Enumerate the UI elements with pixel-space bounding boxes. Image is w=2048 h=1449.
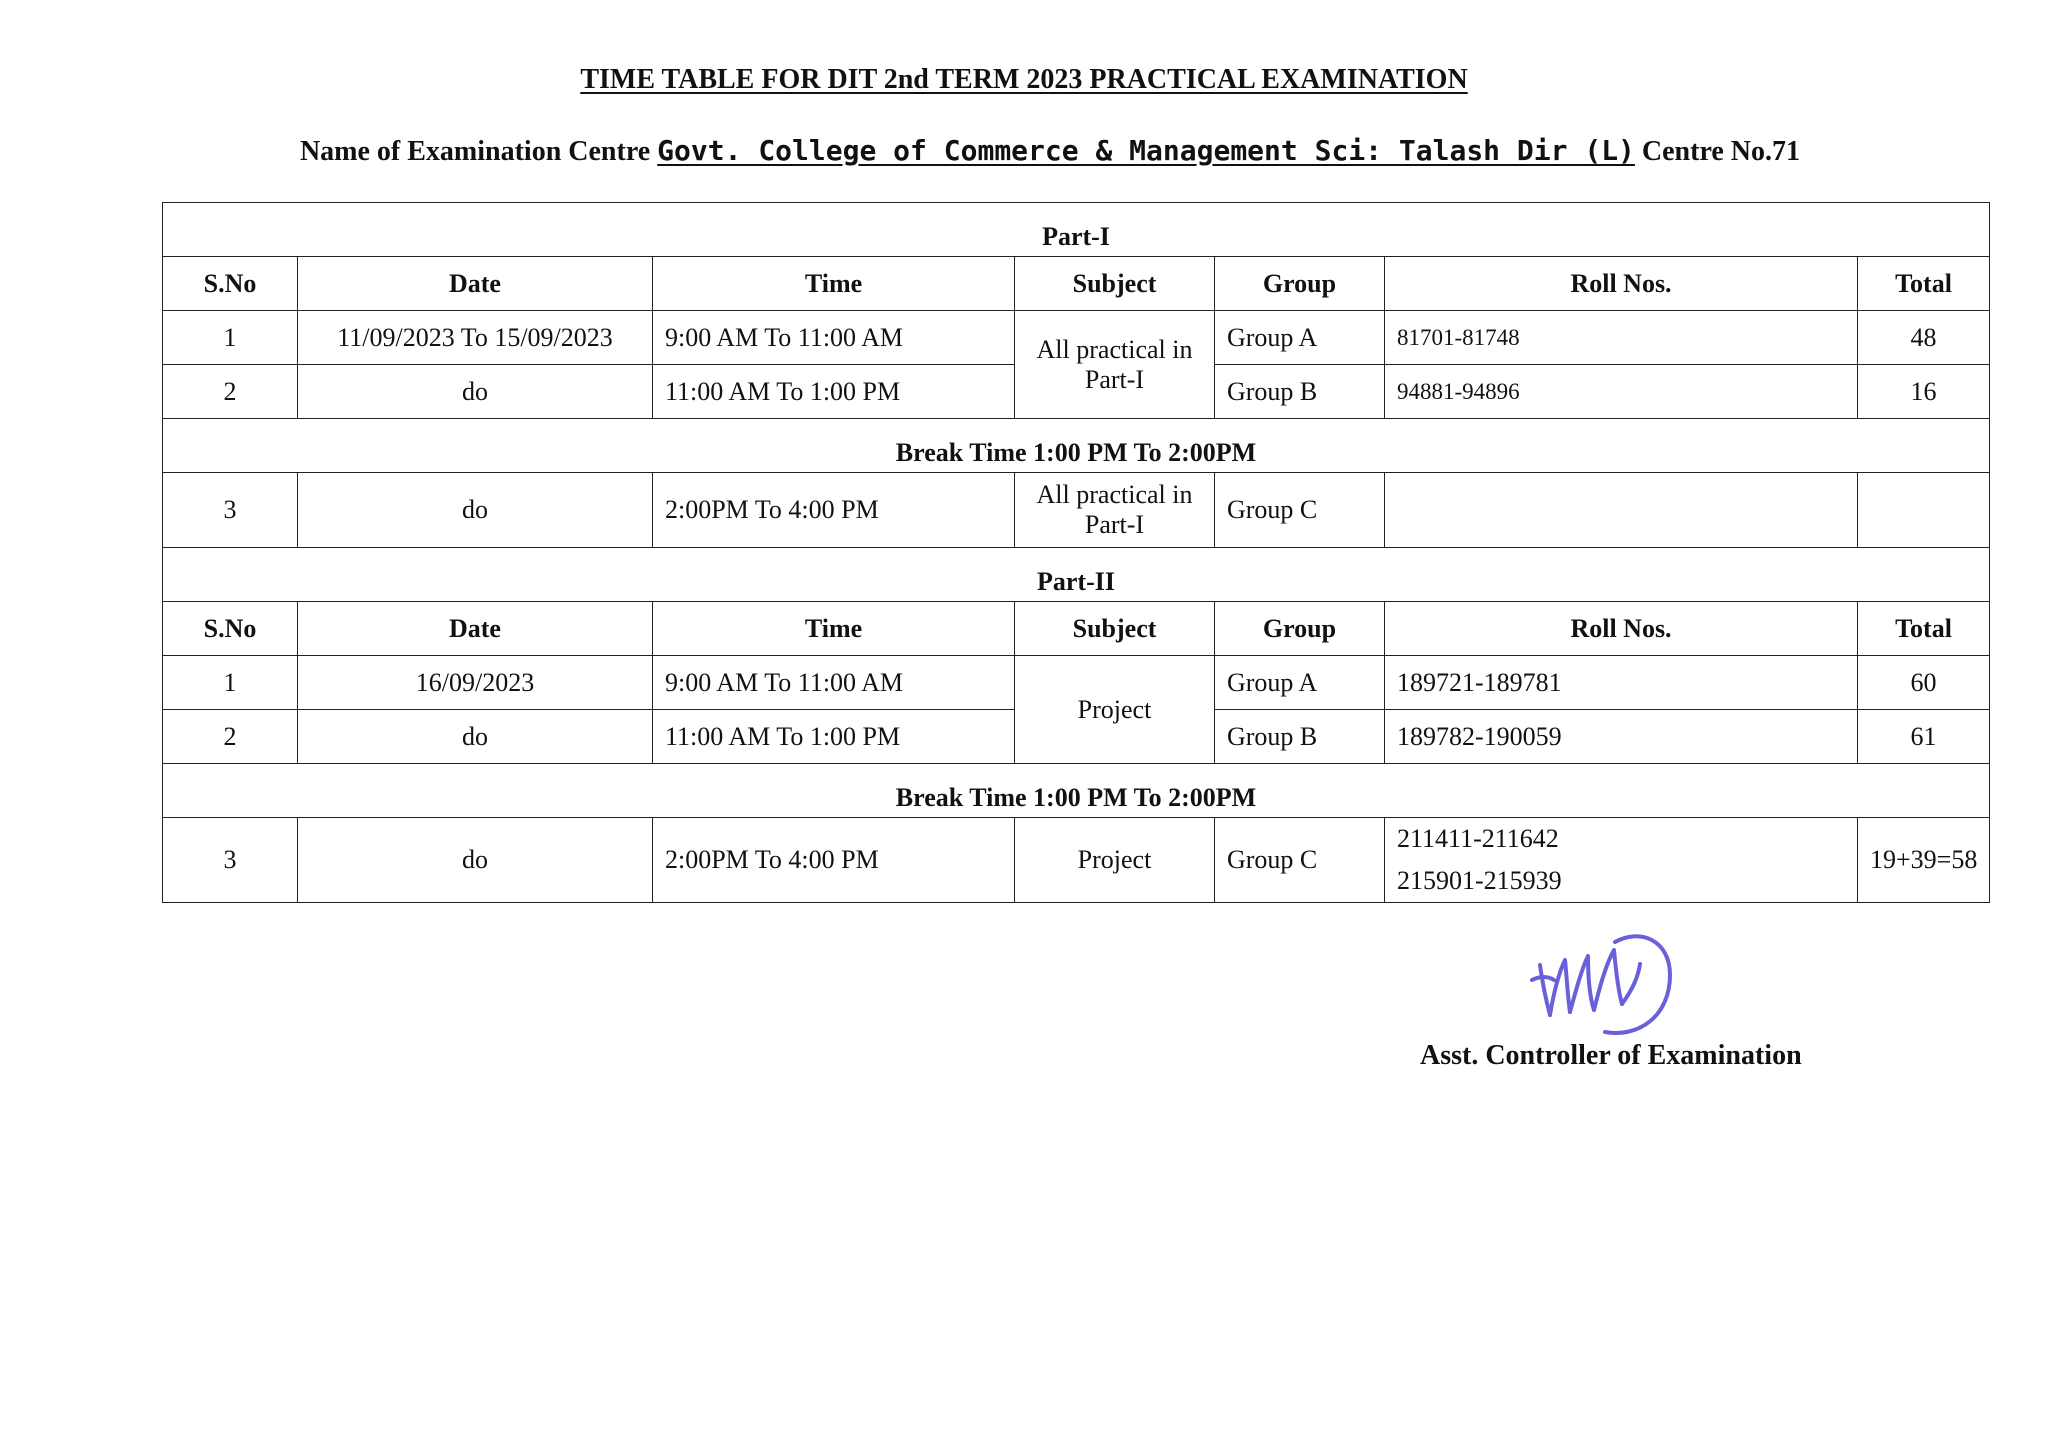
cell-total: 16 — [1858, 365, 1990, 419]
signatory-title: Asst. Controller of Examination — [1420, 1040, 1802, 1071]
cell-group: Group A — [1215, 311, 1385, 365]
header-total: Total — [1858, 257, 1990, 311]
cell-roll: 94881-94896 — [1385, 365, 1858, 419]
cell-roll — [1385, 818, 1858, 903]
header-date: Date — [298, 602, 653, 656]
part1-break: Break Time 1:00 PM To 2:00PM — [163, 419, 1990, 473]
cell-group: Group C — [1215, 473, 1385, 548]
cell-sno: 1 — [163, 311, 298, 365]
header-subject: Subject — [1015, 602, 1215, 656]
header-time: Time — [653, 602, 1015, 656]
cell-date: 11/09/2023 To 15/09/2023 — [298, 311, 653, 365]
header-group: Group — [1215, 257, 1385, 311]
part1-header-row — [163, 257, 1990, 311]
part2-break-row — [163, 764, 1990, 818]
signature-image — [1510, 920, 1700, 1060]
header-roll: Roll Nos. — [1385, 602, 1858, 656]
part2-title: Part-II — [163, 548, 1990, 602]
header-time: Time — [653, 257, 1015, 311]
cell-date: do — [298, 365, 653, 419]
cell-total: 48 — [1858, 311, 1990, 365]
cell-roll — [1385, 473, 1858, 548]
table-row — [163, 818, 1990, 903]
header-date: Date — [298, 257, 653, 311]
cell-sno: 3 — [163, 818, 298, 903]
timetable — [162, 202, 1990, 903]
part2-title-row — [163, 548, 1990, 602]
cell-date: 16/09/2023 — [298, 656, 653, 710]
cell-roll: 189721-189781 — [1385, 656, 1858, 710]
part1-break-row — [163, 419, 1990, 473]
table-row — [163, 311, 1990, 365]
centre-number: Centre No.71 — [1641, 136, 1801, 167]
cell-total — [1858, 473, 1990, 548]
part1-title: Part-I — [163, 203, 1990, 257]
cell-subject: All practical in Part-I — [1015, 473, 1215, 548]
cell-date: do — [298, 710, 653, 764]
cell-sno: 3 — [163, 473, 298, 548]
cell-time: 9:00 AM To 11:00 AM — [653, 311, 1015, 365]
header-sno: S.No — [163, 257, 298, 311]
centre-label: Name of Examination Centre — [299, 136, 651, 167]
cell-sno: 1 — [163, 656, 298, 710]
cell-time: 11:00 AM To 1:00 PM — [653, 710, 1015, 764]
roll-line: 215901-215939 — [1397, 866, 1562, 895]
cell-time: 2:00PM To 4:00 PM — [653, 473, 1015, 548]
cell-total: 19+39=58 — [1858, 818, 1990, 903]
cell-group: Group B — [1215, 710, 1385, 764]
header-total: Total — [1858, 602, 1990, 656]
cell-group: Group C — [1215, 818, 1385, 903]
cell-total: 60 — [1858, 656, 1990, 710]
cell-subject: Project — [1015, 818, 1215, 903]
centre-line — [0, 134, 2048, 168]
cell-time: 11:00 AM To 1:00 PM — [653, 365, 1015, 419]
header-group: Group — [1215, 602, 1385, 656]
cell-sno: 2 — [163, 365, 298, 419]
document-title: TIME TABLE FOR DIT 2nd TERM 2023 PRACTICAL EXAMINATION — [580, 64, 1468, 95]
centre-name: Govt. College of Commerce & Management Sci: Talash Dir (L) — [657, 134, 1635, 167]
cell-time: 2:00PM To 4:00 PM — [653, 818, 1015, 903]
cell-sno: 2 — [163, 710, 298, 764]
cell-date: do — [298, 818, 653, 903]
cell-group: Group B — [1215, 365, 1385, 419]
cell-group: Group A — [1215, 656, 1385, 710]
cell-roll: 189782-190059 — [1385, 710, 1858, 764]
part2-break: Break Time 1:00 PM To 2:00PM — [163, 764, 1990, 818]
cell-roll: 81701-81748 — [1385, 311, 1858, 365]
cell-subject: Project — [1015, 656, 1215, 764]
cell-subject: All practical in Part-I — [1015, 311, 1215, 419]
table-row — [163, 656, 1990, 710]
roll-line: 211411-211642 — [1397, 824, 1559, 853]
table-row — [163, 473, 1990, 548]
header-roll: Roll Nos. — [1385, 257, 1858, 311]
cell-total: 61 — [1858, 710, 1990, 764]
part2-header-row — [163, 602, 1990, 656]
cell-date: do — [298, 473, 653, 548]
cell-time: 9:00 AM To 11:00 AM — [653, 656, 1015, 710]
header-sno: S.No — [163, 602, 298, 656]
part1-title-row — [163, 203, 1990, 257]
header-subject: Subject — [1015, 257, 1215, 311]
